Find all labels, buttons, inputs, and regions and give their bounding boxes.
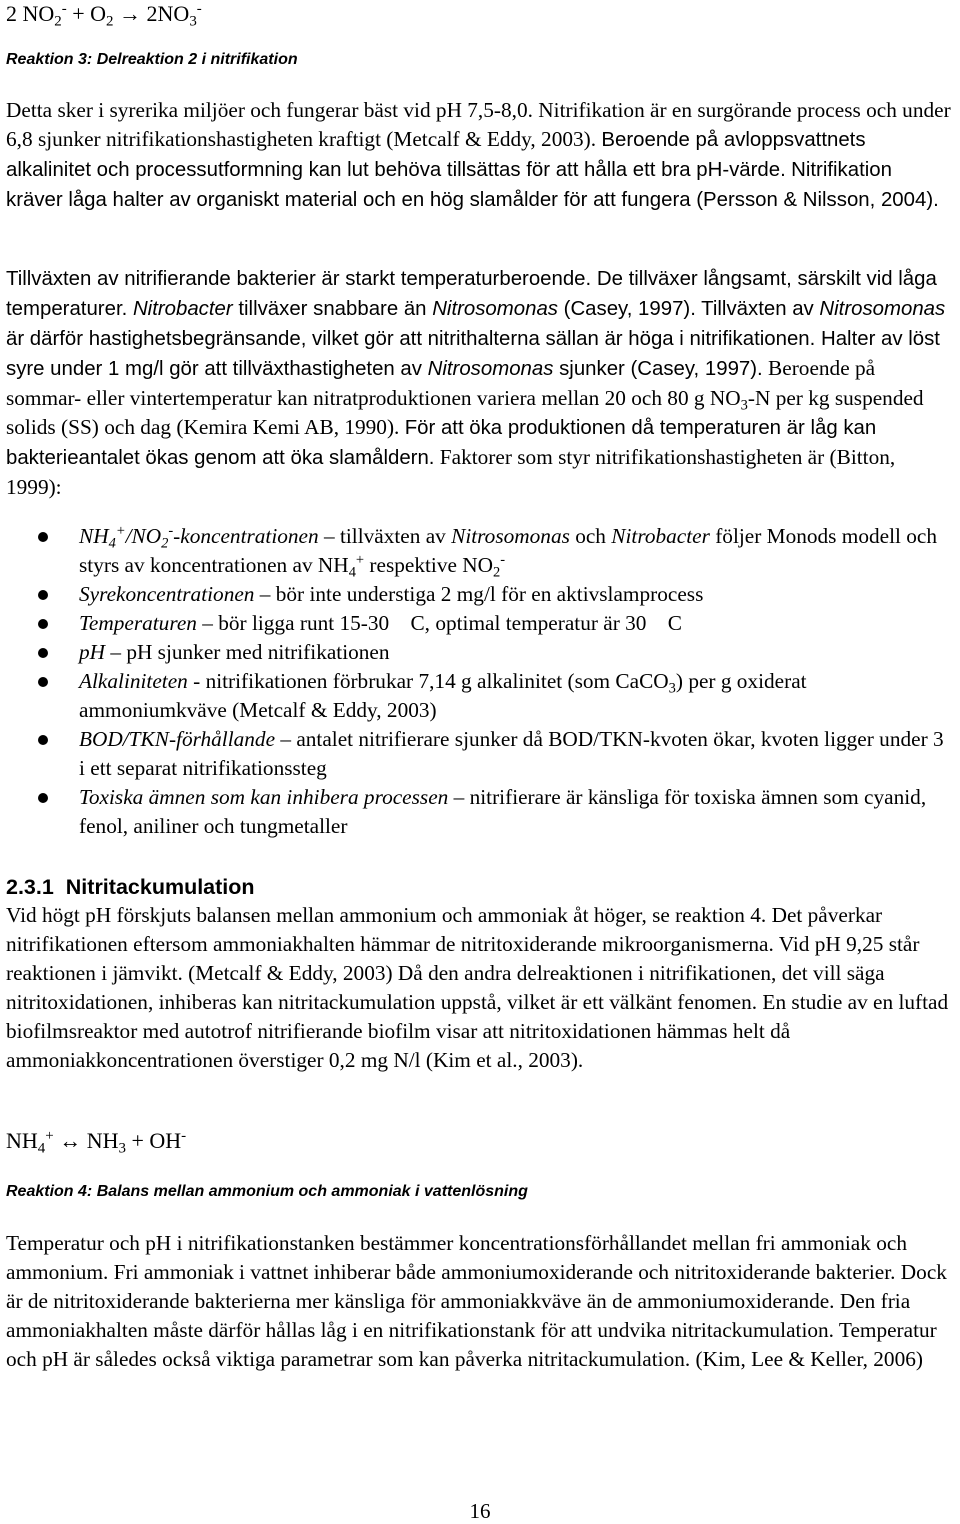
bullet-icon: [38, 590, 48, 600]
list-item: Syrekoncentrationen – bör inte understiga 2 mg/l för en aktivslamprocess: [0, 580, 952, 609]
list-item: $NH_4^+/NO_2^-$-koncentrationen – tillväxten av Nitrosomonas och Nitrobacter följer Monods modell och styrs av koncentrationen av $NH_4^+$ respektive $NO_2^-$: [0, 522, 952, 580]
list-item: BOD/TKN-förhållande – antalet nitrifierare sjunker då BOD/TKN-kvoten ökar, kvoten ligger under 3 i ett separat nitrifikationssteg: [0, 725, 952, 783]
factor-list: [0, 522, 952, 841]
reaction-3-equation: 2 $NO_2^- + O_2 \to 2NO_3^-$: [6, 0, 202, 30]
bullet-icon: [38, 677, 48, 687]
reaction-4-equation: $NH_4^+$ ↔ $NH_3 + OH^-$: [6, 1127, 187, 1157]
reaction-3-caption: Reaktion 3: Delreaktion 2 i nitrifikation: [6, 51, 298, 68]
paragraph-temperature-dependence: Tillväxten av nitrifierande bakterier är starkt temperaturberoende. De tillväxer långsamt, särskilt vid låga temperaturer. Nitrobacter tillväxer snabbare än Nitrosomonas (Casey, 1997). Tillväxten av Nitrosomonas är därför hastighetsbegränsande, vilket gör att nitrithalterna sällan är höga i nitrifikationen. Halter av löst syre under 1 mg/l gör att tillväxthastigheten av Nitrosomonas sjunker (Casey, 1997). Beroende på sommar- eller vintertemperatur kan nitratproduktionen variera mellan 20 och 80 g $NO_3-N$ per kg suspended solids (SS) och dag (Kemira Kemi AB, 1990). För att öka produktionen då temperaturen är låg kan bakterieantalet ökas genom att öka slamåldern. Faktorer som styr nitrifikationshastigheten är (Bitton, 1999):: [6, 268, 946, 499]
bullet-icon: [38, 648, 48, 658]
section-heading: 2.3.1 Nitritackumulation: [6, 875, 255, 899]
bullet-icon: [38, 619, 48, 629]
list-item: Toxiska ämnen som kan inhibera processen – nitrifierare är känsliga för toxiska ämnen som cyanid, fenol, aniliner och tungmetaller: [0, 783, 952, 841]
section-body: Vid högt pH förskjuts balansen mellan ammonium och ammoniak åt höger, se reaktion 4. Det påverkar nitrifikationen eftersom ammoniakhalten hämmar de nitritoxiderande mikroorganismerna. Vid pH 9,25 står reaktionen i jämvikt. (Metcalf & Eddy, 2003) Då den andra delreaktionen i nitrifikationen, det vill säga nitritoxidationen, inhiberas kan nitritackumulation uppstå, vilket är ett välkänt fenomen. En studie av en luftad biofilmsreaktor med autotrof nitrifierande biofilm visar att nitritoxidationen hämmas helt då ammoniakkoncentrationen överstiger 0,2 mg N/l (Kim et al., 2003).: [6, 903, 949, 1072]
list-item: Temperaturen – bör ligga runt 15-30 C, optimal temperatur är 30 C: [0, 609, 952, 638]
paragraph-nitrification-conditions: Detta sker i syrerika miljöer och fungerar bäst vid pH 7,5-8,0. Nitrifikation är en surgörande process och under 6,8 sjunker nitrifikationshastigheten kraftigt (Metcalf & Eddy, 2003). Beroende på avloppsvattnets alkalinitet och processutformning kan lut behöva tillsättas för att hålla ett bra pH-värde. Nitrifikation kräver låga halter av organiskt material och en hög slamålder för att fungera (Persson & Nilsson, 2004).: [6, 98, 951, 211]
bullet-icon: [38, 735, 48, 745]
reaction-4-caption: Reaktion 4: Balans mellan ammonium och ammoniak i vattenlösning: [6, 1183, 528, 1200]
page-number: 16: [469, 1499, 491, 1523]
bullet-icon: [38, 793, 48, 803]
list-item: pH – pH sjunker med nitrifikationen: [0, 638, 952, 667]
paragraph-free-ammonia: Temperatur och pH i nitrifikationstanken bestämmer koncentrationsförhållandet mellan fri ammoniak och ammonium. Fri ammoniak i vattnet inhiberar både ammoniumoxiderande och nitritoxiderande bakterier. Dock är de nitritoxiderande bakterierna mer känsliga för ammoniakkväve än de ammoniumoxiderande. Den fria ammoniakhalten måste därför hållas låg i en nitrifikationstank för att undvika nitritackumulation. Temperatur och pH är således också viktiga parametrar som kan påverka nitritackumulation. (Kim, Lee & Keller, 2006): [6, 1231, 947, 1371]
list-item: Alkaliniteten - nitrifikationen förbrukar 7,14 g alkalinitet (som CaCO$_3$) per g oxiderat ammoniumkväve (Metcalf & Eddy, 2003): [0, 667, 952, 725]
bullet-icon: [38, 532, 48, 542]
